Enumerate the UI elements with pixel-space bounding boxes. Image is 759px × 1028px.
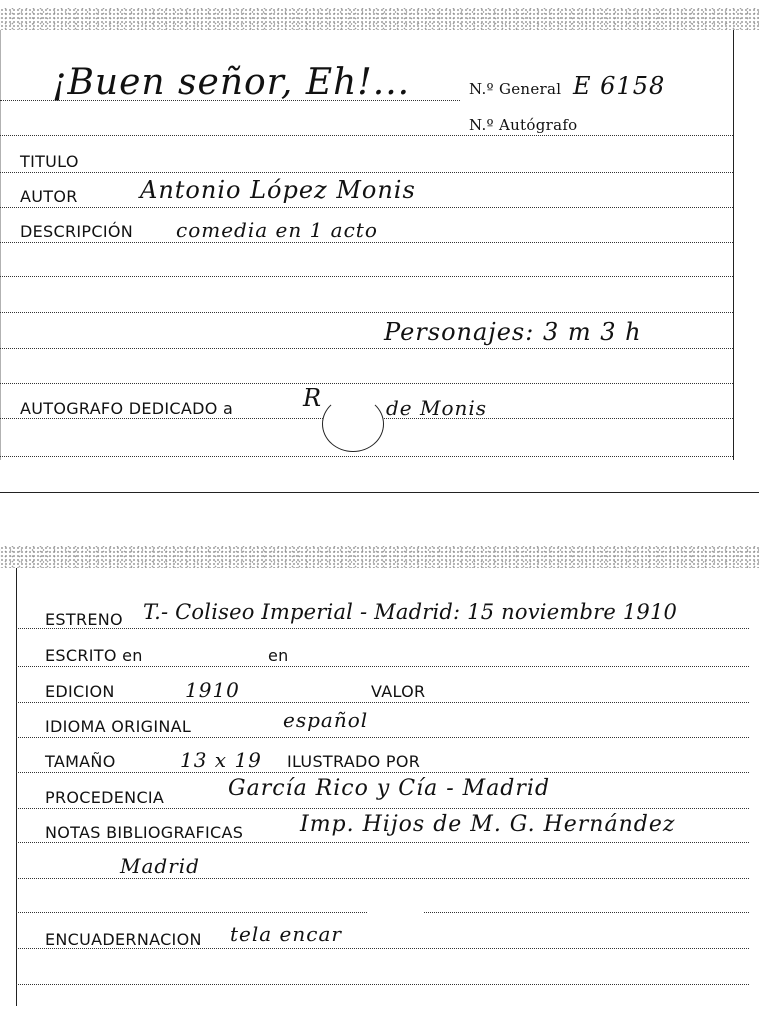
rule-line [0,348,733,349]
descripcion-label: DESCRIPCIÓN [20,222,133,241]
rule-line [0,276,733,277]
idioma-label: IDIOMA ORIGINAL [45,717,192,736]
card-left-border [16,568,17,1006]
estreno-label: ESTRENO [45,610,123,629]
autor-value: Antonio López Monis [140,176,416,204]
no-general-label: N.º General [469,80,562,98]
redaction-blot [368,912,424,948]
rule-line [0,456,733,457]
rule-line [0,207,733,208]
ink-stamp-circle [322,396,384,452]
personajes-value: Personajes: 3 m 3 h [384,318,642,346]
rule-line [0,172,733,173]
rule-line [16,878,749,879]
no-general-value: E 6158 [573,72,666,100]
card-right-border [733,30,734,460]
rule-line [16,984,749,985]
ilustrado-label: ILUSTRADO POR [287,752,421,771]
titulo-label: TITULO [20,152,79,171]
card-top-edge [0,546,759,568]
procedencia-label: PROCEDENCIA [45,788,165,807]
notas-value-line2: Madrid [120,854,200,878]
card-bottom-edge [0,492,759,493]
rule-line [16,737,749,738]
card-top-edge [0,8,759,30]
title-handwritten: ¡Buen señor, Eh!... [52,62,411,103]
rule-line [0,242,733,243]
rule-line [0,135,733,136]
autografo-dedicado-label: AUTOGRAFO DEDICADO a [20,399,234,418]
estreno-value: T.- Coliseo Imperial - Madrid: 15 noviembre 1910 [143,600,678,624]
procedencia-value: García Rico y Cía - Madrid [228,776,551,801]
rule-line [16,628,749,629]
valor-label: VALOR [371,682,426,701]
edicion-value: 1910 [185,678,240,702]
rule-line [0,312,733,313]
edicion-label: EDICION [45,682,115,701]
no-autografo-label: N.º Autógrafo [469,116,578,134]
escrito-label: ESCRITO en [45,646,143,665]
autor-label: AUTOR [20,187,78,206]
autografo-dedicado-value: de Monis [386,396,488,420]
rule-line [16,666,749,667]
encuadernacion-value: tela encar [230,922,342,946]
rule-line [16,702,749,703]
catalog-card-back [0,540,759,1028]
rule-line [0,383,733,384]
notas-value: Imp. Hijos de M. G. Hernández [300,812,676,837]
descripcion-value: comedia en 1 acto [176,218,378,242]
notas-label: NOTAS BIBLIOGRAFICAS [45,823,244,842]
catalog-card-front [0,0,759,500]
escrito-en-label: en [268,646,289,665]
rule-line [16,808,749,809]
rule-line [16,772,749,773]
card-left-border [0,30,1,460]
tamano-label: TAMAÑO [45,752,116,771]
idioma-value: español [283,708,369,732]
autografo-dedicado-value-initial: R [303,384,323,412]
rule-line [16,842,749,843]
tamano-value: 13 x 19 [180,748,262,772]
encuadernacion-label: ENCUADERNACION [45,930,202,949]
